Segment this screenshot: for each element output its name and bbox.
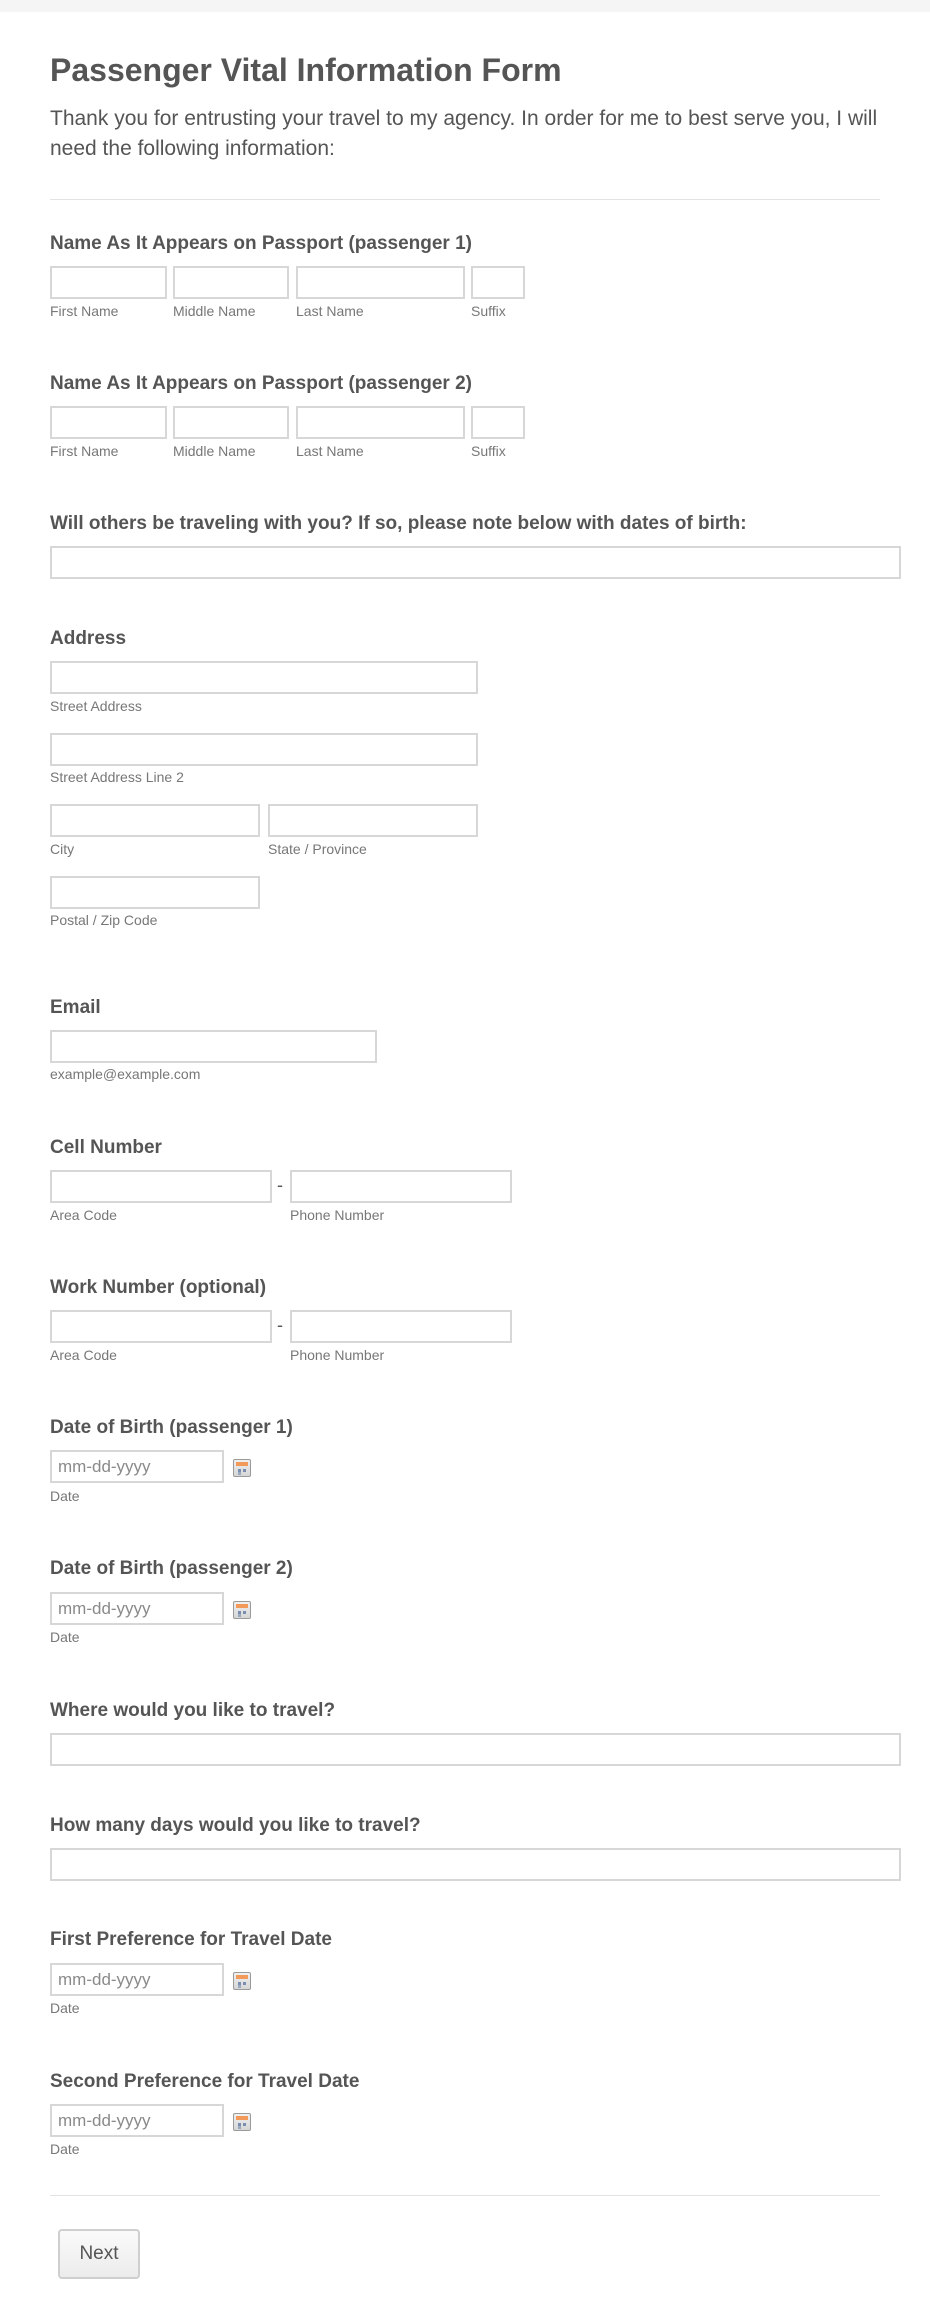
p2-last-name-sublabel: Last Name [296,443,364,459]
destination-label: Where would you like to travel? [50,1700,336,1721]
others-traveling-label: Will others be traveling with you? If so, please note below with dates of birth: [50,513,747,534]
p2-first-name-sublabel: First Name [50,443,119,459]
p1-last-name-input[interactable] [296,266,465,299]
first-preference-label: First Preference for Travel Date [50,1929,332,1950]
dob2-date-input[interactable] [50,1592,224,1625]
calendar-icon[interactable] [233,2113,251,2131]
street-address-line2-sublabel: Street Address Line 2 [50,769,184,785]
first-preference-date-input[interactable] [50,1963,224,1996]
p1-middle-name-sublabel: Middle Name [173,303,256,319]
state-province-input[interactable] [268,804,478,837]
postal-code-sublabel: Postal / Zip Code [50,912,158,928]
calendar-icon[interactable] [233,1972,251,1990]
p2-middle-name-input[interactable] [173,406,289,439]
work-phone-number-sublabel: Phone Number [290,1347,385,1363]
travel-days-input[interactable] [50,1848,901,1881]
work-phone-number-input[interactable] [290,1310,512,1343]
cell-separator: - [277,1175,283,1195]
others-traveling-input[interactable] [50,546,901,579]
calendar-icon[interactable] [233,1601,251,1619]
address-label: Address [50,628,127,649]
cell-phone-number-input[interactable] [290,1170,512,1203]
street-address-line2-input[interactable] [50,733,478,766]
cell-phone-number-sublabel: Phone Number [290,1207,385,1223]
header-divider [50,199,880,200]
dob2-sublabel: Date [50,1629,80,1645]
cell-number-label: Cell Number [50,1137,162,1158]
dob1-sublabel: Date [50,1488,80,1504]
dob1-date-input[interactable] [50,1450,224,1483]
city-sublabel: City [50,841,75,857]
email-sublabel: example@example.com [50,1066,201,1082]
work-separator: - [277,1315,283,1335]
p1-middle-name-input[interactable] [173,266,289,299]
p2-last-name-input[interactable] [296,406,465,439]
destination-input[interactable] [50,1733,901,1766]
cell-area-code-input[interactable] [50,1170,272,1203]
p1-last-name-sublabel: Last Name [296,303,364,319]
p1-first-name-input[interactable] [50,266,167,299]
dob2-label: Date of Birth (passenger 2) [50,1558,293,1579]
street-address-sublabel: Street Address [50,698,142,714]
p1-suffix-sublabel: Suffix [471,303,506,319]
city-input[interactable] [50,804,260,837]
work-area-code-sublabel: Area Code [50,1347,117,1363]
second-preference-label: Second Preference for Travel Date [50,2071,360,2092]
email-label: Email [50,997,101,1018]
street-address-input[interactable] [50,661,478,694]
calendar-icon[interactable] [233,1459,251,1477]
footer-divider [50,2195,880,2196]
form-title: Passenger Vital Information Form [50,52,562,88]
second-preference-date-input[interactable] [50,2104,224,2137]
work-number-label: Work Number (optional) [50,1277,267,1298]
email-input[interactable] [50,1030,377,1063]
second-preference-sublabel: Date [50,2141,80,2157]
p1-suffix-input[interactable] [471,266,525,299]
passenger2-name-label: Name As It Appears on Passport (passenger 2) [50,373,472,394]
work-area-code-input[interactable] [50,1310,272,1343]
dob1-label: Date of Birth (passenger 1) [50,1417,293,1438]
form-subtitle: Thank you for entrusting your travel to my agency. In order for me to best serve you, I will need the following information: [50,107,878,160]
p2-middle-name-sublabel: Middle Name [173,443,256,459]
state-province-sublabel: State / Province [268,841,367,857]
p2-suffix-sublabel: Suffix [471,443,506,459]
next-button[interactable]: Next [58,2229,140,2279]
p2-suffix-input[interactable] [471,406,525,439]
first-preference-sublabel: Date [50,2000,80,2016]
p2-first-name-input[interactable] [50,406,167,439]
cell-area-code-sublabel: Area Code [50,1207,117,1223]
passenger1-name-label: Name As It Appears on Passport (passenger 1) [50,233,472,254]
postal-code-input[interactable] [50,876,260,909]
travel-days-label: How many days would you like to travel? [50,1815,421,1836]
p1-first-name-sublabel: First Name [50,303,119,319]
